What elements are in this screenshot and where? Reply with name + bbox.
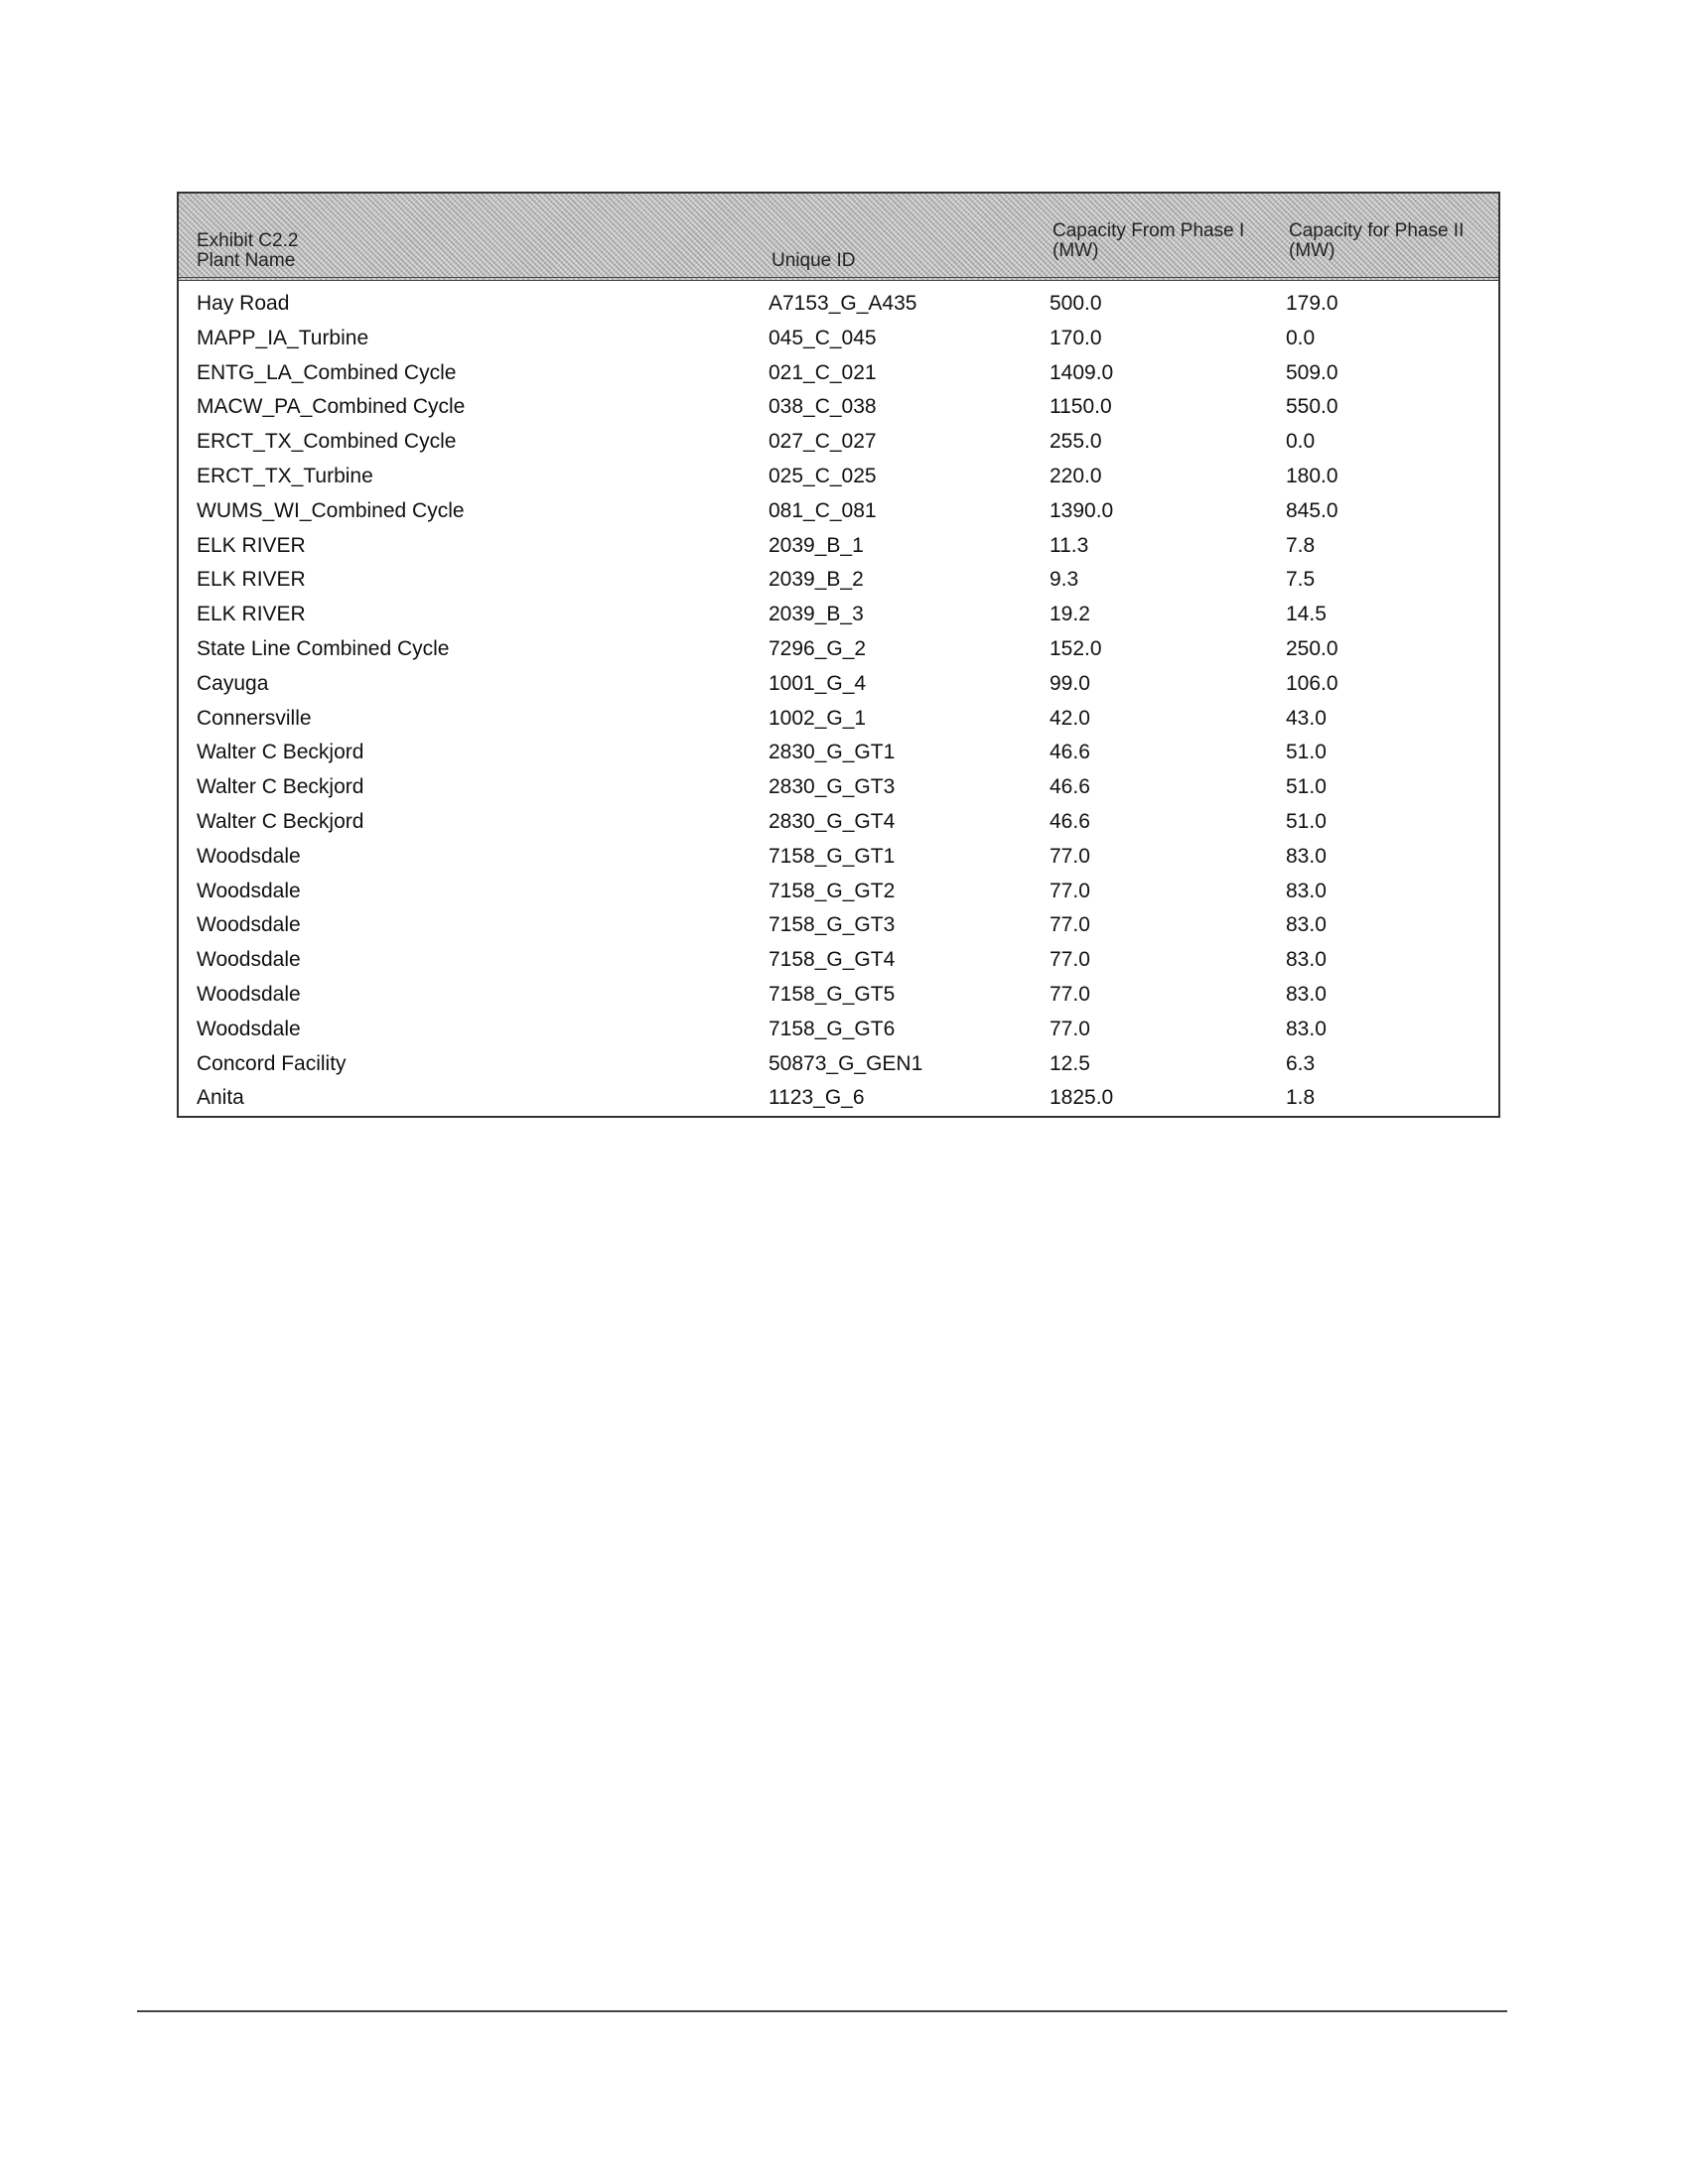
table-row — [179, 598, 1498, 632]
capacity-phase2-cell: 83.0 — [1286, 1017, 1327, 1040]
capacity-phase1-cell: 77.0 — [1050, 1017, 1090, 1040]
unique-id-cell: 081_C_081 — [769, 498, 877, 522]
unique-id-cell: 027_C_027 — [769, 430, 877, 454]
capacity-phase2-cell: 250.0 — [1286, 636, 1338, 660]
capacity-phase1-cell: 220.0 — [1050, 464, 1102, 487]
unique-id-cell: 7296_G_2 — [769, 636, 867, 660]
unique-id-cell: 50873_G_GEN1 — [769, 1051, 923, 1075]
capacity-phase2-cell: 7.5 — [1286, 568, 1316, 592]
capacity-phase2-cell: 509.0 — [1286, 360, 1338, 384]
table-body — [179, 281, 1498, 1116]
table-row — [179, 322, 1498, 356]
unique-id-cell: 7158_G_GT1 — [769, 844, 896, 868]
capacity-phase2-cell: 0.0 — [1286, 326, 1316, 349]
table-row — [179, 840, 1498, 875]
plant-name-cell: Walter C Beckjord — [197, 775, 364, 799]
table-row — [179, 875, 1498, 909]
table-row — [179, 1047, 1498, 1082]
plant-name-cell: Woodsdale — [197, 1017, 301, 1040]
table-row — [179, 529, 1498, 564]
plant-name-cell: ELK RIVER — [197, 533, 306, 557]
table-row — [179, 356, 1498, 391]
unique-id-cell: 038_C_038 — [769, 395, 877, 419]
plant-name-cell: Woodsdale — [197, 982, 301, 1006]
plant-name-cell: ERCT_TX_Combined Cycle — [197, 430, 457, 454]
capacity-phase1-cell: 42.0 — [1050, 706, 1090, 730]
plant-name-cell: State Line Combined Cycle — [197, 636, 450, 660]
plant-name-cell: Woodsdale — [197, 913, 301, 937]
table-row — [179, 805, 1498, 840]
capacity-phase1-cell: 77.0 — [1050, 982, 1090, 1006]
table-header — [179, 194, 1498, 281]
table-row — [179, 702, 1498, 737]
capacity-phase1-cell: 12.5 — [1050, 1051, 1090, 1075]
plant-name-cell: Concord Facility — [197, 1051, 347, 1075]
capacity-phase1-cell: 77.0 — [1050, 948, 1090, 972]
unique-id-cell: 1123_G_6 — [769, 1086, 865, 1110]
unique-id-cell: 2830_G_GT4 — [769, 809, 896, 833]
capacity-phase1-cell: 9.3 — [1050, 568, 1079, 592]
capacity-phase2-cell: 14.5 — [1286, 603, 1327, 626]
unique-id-cell: 2830_G_GT3 — [769, 775, 896, 799]
unique-id-cell: 7158_G_GT4 — [769, 948, 896, 972]
plant-name-cell: Walter C Beckjord — [197, 809, 364, 833]
capacity-phase1-cell: 77.0 — [1050, 844, 1090, 868]
capacity-phase1-cell: 500.0 — [1050, 292, 1102, 315]
unique-id-cell: 021_C_021 — [769, 360, 877, 384]
unique-id-cell: 7158_G_GT2 — [769, 879, 896, 902]
capacity-phase2-cell: 7.8 — [1286, 533, 1316, 557]
plant-name-cell: Walter C Beckjord — [197, 741, 364, 764]
capacity-phase1-cell: 46.6 — [1050, 809, 1090, 833]
unique-id-cell: 7158_G_GT6 — [769, 1017, 896, 1040]
capacity-phase1-cell: 99.0 — [1050, 671, 1090, 695]
capacity-phase1-cell: 1825.0 — [1050, 1086, 1114, 1110]
header-capacity-phase1: Capacity From Phase I (MW) — [1052, 220, 1245, 261]
unique-id-cell: 1002_G_1 — [769, 706, 867, 730]
table-row — [179, 287, 1498, 322]
table-row — [179, 563, 1498, 598]
exhibit-table — [177, 192, 1500, 1118]
table-row — [179, 390, 1498, 425]
capacity-phase2-cell: 550.0 — [1286, 395, 1338, 419]
table-row — [179, 1013, 1498, 1047]
capacity-phase1-cell: 46.6 — [1050, 741, 1090, 764]
capacity-phase1-cell: 77.0 — [1050, 913, 1090, 937]
capacity-phase1-cell: 77.0 — [1050, 879, 1090, 902]
plant-name-cell: Woodsdale — [197, 844, 301, 868]
unique-id-cell: 1001_G_4 — [769, 671, 867, 695]
capacity-phase1-cell: 152.0 — [1050, 636, 1102, 660]
plant-name-cell: Cayuga — [197, 671, 269, 695]
capacity-phase2-cell: 1.8 — [1286, 1086, 1316, 1110]
capacity-phase2-cell: 51.0 — [1286, 741, 1327, 764]
plant-name-cell: Woodsdale — [197, 879, 301, 902]
capacity-phase2-cell: 180.0 — [1286, 464, 1338, 487]
header-capacity-phase2: Capacity for Phase II (MW) — [1289, 220, 1465, 261]
capacity-phase1-cell: 19.2 — [1050, 603, 1090, 626]
plant-name-cell: Anita — [197, 1086, 244, 1110]
unique-id-cell: 7158_G_GT3 — [769, 913, 896, 937]
unique-id-cell: 2039_B_2 — [769, 568, 864, 592]
plant-name-cell: Connersville — [197, 706, 312, 730]
unique-id-cell: 7158_G_GT5 — [769, 982, 896, 1006]
plant-name-cell: WUMS_WI_Combined Cycle — [197, 498, 465, 522]
capacity-phase1-cell: 170.0 — [1050, 326, 1102, 349]
plant-name-cell: ERCT_TX_Turbine — [197, 464, 373, 487]
unique-id-cell: A7153_G_A435 — [769, 292, 917, 315]
unique-id-cell: 2039_B_3 — [769, 603, 864, 626]
capacity-phase2-cell: 83.0 — [1286, 948, 1327, 972]
capacity-phase2-cell: 0.0 — [1286, 430, 1316, 454]
exhibit-label: Exhibit C2.2 — [197, 230, 299, 251]
plant-name-cell: ELK RIVER — [197, 603, 306, 626]
table-row — [179, 460, 1498, 494]
capacity-phase1-cell: 255.0 — [1050, 430, 1102, 454]
capacity-phase1-cell: 1390.0 — [1050, 498, 1114, 522]
capacity-phase1-cell: 11.3 — [1050, 533, 1089, 557]
header-plant-name: Plant Name — [197, 250, 296, 271]
plant-name-cell: Woodsdale — [197, 948, 301, 972]
table-row — [179, 425, 1498, 460]
capacity-phase1-cell: 46.6 — [1050, 775, 1090, 799]
table-row — [179, 667, 1498, 702]
capacity-phase2-cell: 83.0 — [1286, 913, 1327, 937]
table-row — [179, 943, 1498, 978]
plant-name-cell: ELK RIVER — [197, 568, 306, 592]
capacity-phase1-cell: 1150.0 — [1050, 395, 1112, 419]
unique-id-cell: 2039_B_1 — [769, 533, 864, 557]
plant-name-cell: Hay Road — [197, 292, 290, 315]
table-row — [179, 494, 1498, 529]
table-row — [179, 736, 1498, 770]
table-row — [179, 632, 1498, 667]
footer-divider — [137, 2010, 1507, 2012]
unique-id-cell: 025_C_025 — [769, 464, 877, 487]
table-row — [179, 770, 1498, 805]
unique-id-cell: 2830_G_GT1 — [769, 741, 896, 764]
capacity-phase2-cell: 83.0 — [1286, 879, 1327, 902]
capacity-phase2-cell: 845.0 — [1286, 498, 1338, 522]
capacity-phase2-cell: 43.0 — [1286, 706, 1327, 730]
unique-id-cell: 045_C_045 — [769, 326, 877, 349]
capacity-phase2-cell: 6.3 — [1286, 1051, 1316, 1075]
plant-name-cell: MACW_PA_Combined Cycle — [197, 395, 466, 419]
capacity-phase2-cell: 179.0 — [1286, 292, 1338, 315]
plant-name-cell: ENTG_LA_Combined Cycle — [197, 360, 457, 384]
capacity-phase1-cell: 1409.0 — [1050, 360, 1114, 384]
capacity-phase2-cell: 51.0 — [1286, 775, 1327, 799]
plant-name-cell: MAPP_IA_Turbine — [197, 326, 369, 349]
capacity-phase2-cell: 83.0 — [1286, 982, 1327, 1006]
table-row — [179, 978, 1498, 1013]
capacity-phase2-cell: 51.0 — [1286, 809, 1327, 833]
table-row — [179, 1081, 1498, 1116]
capacity-phase2-cell: 106.0 — [1286, 671, 1338, 695]
header-unique-id: Unique ID — [772, 250, 856, 271]
capacity-phase2-cell: 83.0 — [1286, 844, 1327, 868]
table-row — [179, 908, 1498, 943]
